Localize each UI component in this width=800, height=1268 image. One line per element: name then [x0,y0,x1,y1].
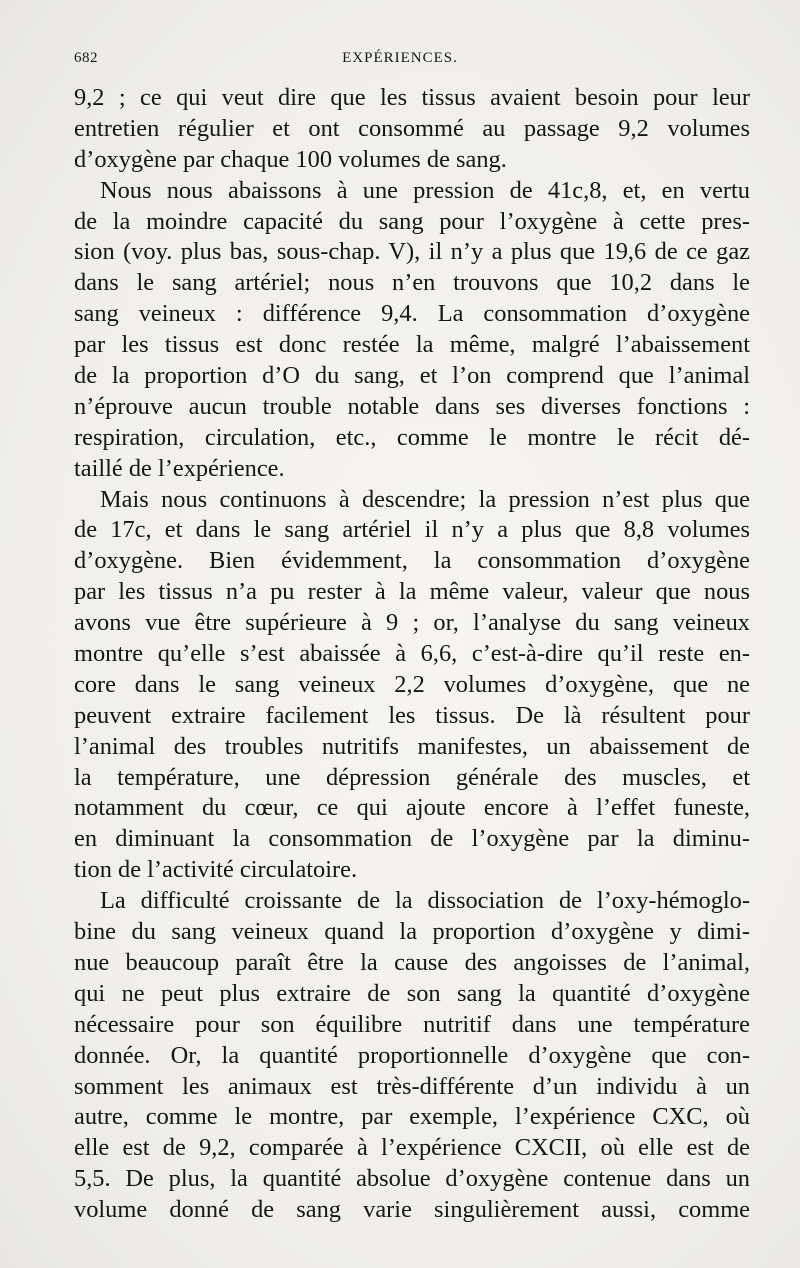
text-line: dans le sang artériel; nous n’en trouvons que 10,2 dans le [74,269,750,297]
text-line: La difficulté croissante de la dissociation de l’oxy-hémoglo- [100,887,750,915]
text-line: Nous nous abaissons à une pression de 41c,8, et, en vertu [100,176,750,204]
text-line: core dans le sang veineux 2,2 volumes d’oxygène, que ne [74,670,750,698]
text-line: donnée. Or, la quantité proportionnelle d’oxygène que con- [74,1041,750,1069]
text-line: nue beaucoup paraît être la cause des angoisses de l’animal, [74,948,750,976]
text-line: l’animal des troubles nutritifs manifestes, un abaissement de [74,732,750,760]
text-line: par les tissus est donc restée la même, malgré l’abaissement [74,331,750,359]
text-line: qui ne peut plus extraire de son sang la quantité d’oxygène [74,979,750,1007]
text-line: bine du sang veineux quand la proportion d’oxygène y dimi- [74,918,750,946]
text-line: sion (voy. plus bas, sous-chap. V), il n’y a plus que 19,6 de ce gaz [74,238,750,266]
text-line: d’oxygène par chaque 100 volumes de sang. [74,145,507,173]
running-title: EXPÉRIENCES. [342,50,458,66]
page-header [70,48,730,72]
text-line: respiration, circulation, etc., comme le montre le récit dé- [74,423,750,451]
text-line: en diminuant la consommation de l’oxygène par la diminu- [74,825,750,853]
text-line: Mais nous continuons à descendre; la pression n’est plus que [100,485,750,513]
page-number: 682 [74,50,98,66]
text-line: peuvent extraire facilement les tissus. De là résultent pour [74,701,750,729]
text-line: par les tissus n’a pu rester à la même valeur, valeur que nous [74,578,750,606]
text-line: volume donné de sang varie singulièrement aussi, comme [74,1196,750,1224]
text-line: n’éprouve aucun trouble notable dans ses diverses fonctions : [74,392,750,420]
text-line: de 17c, et dans le sang artériel il n’y a plus que 8,8 volumes [74,516,750,544]
text-line: montre qu’elle s’est abaissée à 6,6, c’est-à-dire qu’il reste en- [74,640,750,668]
text-line: 5,5. De plus, la quantité absolue d’oxygène contenue dans un [74,1165,750,1193]
text-line: somment les animaux est très-différente d’un individu à un [74,1072,750,1100]
text-line: de la proportion d’O du sang, et l’on comprend que l’animal [74,362,750,390]
text-line: taillé de l’expérience. [74,454,285,482]
text-line: entretien régulier et ont consommé au passage 9,2 volumes [74,114,750,142]
text-line: 9,2 ; ce qui veut dire que les tissus avaient besoin pour leur [74,84,750,111]
text-line: elle est de 9,2, comparée à l’expérience CXCII, où elle est de [74,1134,750,1162]
text-line: autre, comme le montre, par exemple, l’expérience CXC, où [74,1103,750,1131]
text-line: tion de l’activité circulatoire. [74,856,358,884]
text-line: notamment du cœur, ce qui ajoute encore à l’effet funeste, [74,794,750,822]
text-line: nécessaire pour son équilibre nutritif dans une température [74,1010,750,1038]
text-line: sang veineux : différence 9,4. La consommation d’oxygène [74,300,750,328]
body-text [74,83,750,1226]
text-line: avons vue être supérieure à 9 ; or, l’analyse du sang veineux [74,609,750,637]
text-line: de la moindre capacité du sang pour l’oxygène à cette pres- [74,207,750,235]
text-line: d’oxygène. Bien évidemment, la consommation d’oxygène [74,547,750,575]
text-line: la température, une dépression générale des muscles, et [74,763,750,791]
